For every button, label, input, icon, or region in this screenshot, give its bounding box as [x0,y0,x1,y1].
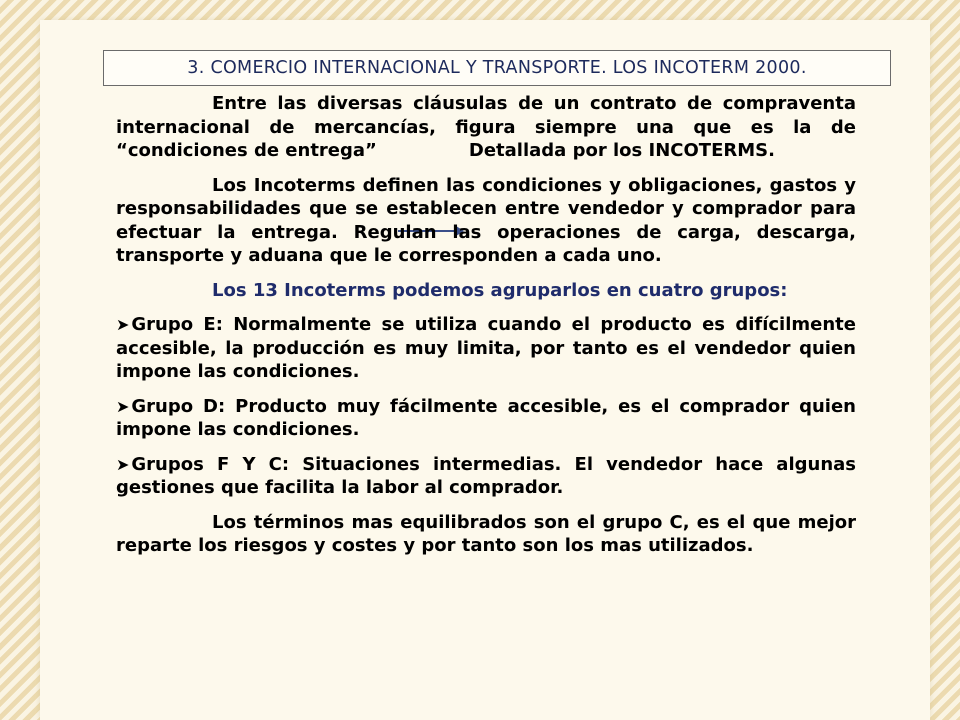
intro-line-2: compraventa internacional de mercancías, figura siempre una [116,93,856,138]
closing-text: Los términos mas equilibrados son el grupo C, es el que mejor reparte los riesgos y costes y por tanto son los mas utilizados. [116,511,856,556]
paragraph-groups-intro [116,279,856,303]
title-box [103,50,891,86]
paragraph-definition [116,174,856,268]
bullet-group-fc-text: Grupos F Y C: Situaciones intermedias. El vendedor hace algunas gestiones que facilita la labor al comprador. [116,453,856,498]
intro-line-1: Entre las diversas cláusulas de un contrato de [212,93,713,114]
intro-line-5: INCOTERMS. [648,140,775,161]
intro-line-3: que es la de “condiciones de entrega” [116,116,856,161]
groups-intro-text: Los 13 Incoterms podemos agruparlos en cuatro grupos: [212,279,788,301]
slide-title: 3. COMERCIO INTERNACIONAL Y TRANSPORTE. LOS INCOTERM 2000. [187,58,807,78]
paragraph-intro [116,92,856,163]
paragraph-closing [116,511,856,558]
arrow-bullet-icon: ➤ [116,315,130,334]
bullet-group-d-text: Grupo D: Producto muy fácilmente accesible, es el comprador quien impone las condiciones. [116,395,856,440]
arrow-bullet-icon: ➤ [116,396,130,416]
slide-content [116,92,856,569]
intro-line-4: Detallada por los [468,140,643,161]
arrow-bullet-icon: ➤ [116,454,130,474]
definition-text: Los Incoterms definen las condiciones y obligaciones, gastos y responsabilidades que se establecen entre vendedor y comprador para efectuar la entrega. Regulan las operaciones de carga, descarga, transporte y aduana que le corresponden a cada uno. [116,174,856,266]
bullet-group-fc [116,453,856,500]
bullet-group-e [116,313,856,384]
bullet-group-d [116,395,856,442]
bullet-group-e-text: Grupo E: Normalmente se utiliza cuando el producto es difícilmente accesible, la producción es muy limita, por tanto es el vendedor quien impone las condiciones. [116,314,856,382]
